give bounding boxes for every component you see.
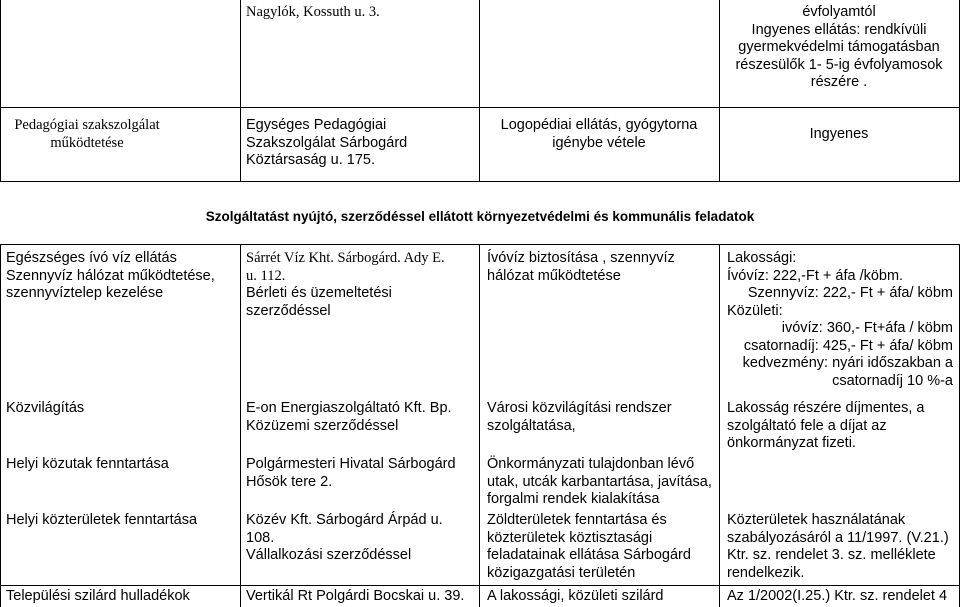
row-waste-service: Települési szilárd hulladékok [6,588,190,604]
row-public-areas-description: Zöldterületek fenntartása és közterületek köztisztasági feladatainak ellátása Sárbogárd közigazgatási területén [487,512,691,581]
top-table-col-divider-1 [240,0,241,181]
top-table-bottom-border [0,181,960,182]
row-water-description: Ívóvíz biztosítása , szennyvíz hálózat működtetése [487,250,675,284]
row-roads-description: Önkormányzati tulajdonban lévő utak, utcák karbantartása, javítása, forgalmi rendek kialakítása [487,456,712,507]
row-waste-description: A lakossági, közületi szilárd [487,588,664,604]
lower-table-top-border [0,244,960,245]
top-row1-address: Nagylók, Kossuth u. 3. [246,4,380,20]
row-water-service: Egészséges ívó víz ellátás Szennyvíz hálózat működtetése, szennyvíztelep kezelése [6,250,215,301]
row-public-areas-provider: Közév Kft. Sárbogárd Árpád u. 108. Vállalkozási szerződéssel [246,512,443,563]
row-lighting-provider: E-on Energiaszolgáltató Kft. Bp. Közüzemi szerződéssel [246,400,452,434]
row-public-areas-fees: Közterületek használatának szabályozásáról a 11/1997. (V.21.) Ktr. sz. rendelet 3. sz. melléklete rendelkezik. [727,512,949,581]
row-waste-fees: Az 1/2002(I.25.) Ktr. sz. rendelet 4 [727,588,948,604]
row-lighting-description: Városi közvilágítási rendszer szolgáltatása, [487,400,672,434]
row-roads-provider: Polgármesteri Hivatal Sárbogárd Hősök tere 2. [246,456,456,490]
top-row2-fee: Ingyenes [809,126,869,142]
top-row2-service-type: Pedagógiai szakszolgálat működtetése [14,117,160,151]
row-water-provider: Sárrét Víz Kht. Sárbogárd. Ady E. u. 112. Bérleti és üzemeltetési szerződéssel [246,250,445,319]
top-row2-provider: Egységes Pedagógiai Szakszolgálat Sárbogárd Köztársaság u. 175. [246,117,408,168]
lower-table-col-divider-3 [719,245,720,607]
lower-table-col-divider-1 [240,245,241,607]
row-waste-provider: Vertikál Rt Polgárdi Bocskai u. 39. [246,588,465,604]
top-table-col-divider-2 [479,0,480,181]
row-lighting-fees: Lakosság részére díjmentes, a szolgáltató fele a díjat az önkormányzat fizeti. [727,400,925,451]
top-row1-eligibility-text: évfolyamtól Ingyenes ellátás: rendkívüli gyermekvédelmi támogatásban részesülők 1- 5-ig évfolyamosok részére . [735,4,943,90]
lower-table-left-border [0,245,1,607]
section-heading: Szolgáltatást nyújtó, szerződéssel ellátott környezetvédelmi és kommunális feladatok [205,209,755,224]
row-public-areas-service: Helyi közterületek fenntartása [6,512,198,528]
lower-table-row-divider [0,585,960,586]
top-table-left-border [0,0,1,181]
row-roads-service: Helyi közutak fenntartása [6,456,169,472]
lower-table-col-divider-2 [479,245,480,607]
top-row2-description: Logopédiai ellátás, gyógytorna igénybe vétele [500,117,698,151]
top-table-row-divider [0,107,960,108]
row-lighting-service: Közvilágítás [6,400,85,416]
row-water-fees: Lakossági: Ívóvíz: 222,-Ft + áfa /köbm. Szennyvíz: 222,- Ft + áfa/ köbm Közületi: ivóvíz: 360,- Ft+áfa / köbm csatornadíj: 425,- Ft + áfa/ köbm kedvezmény: nyári időszakban a csatornadíj 10 %-a [727,250,953,389]
